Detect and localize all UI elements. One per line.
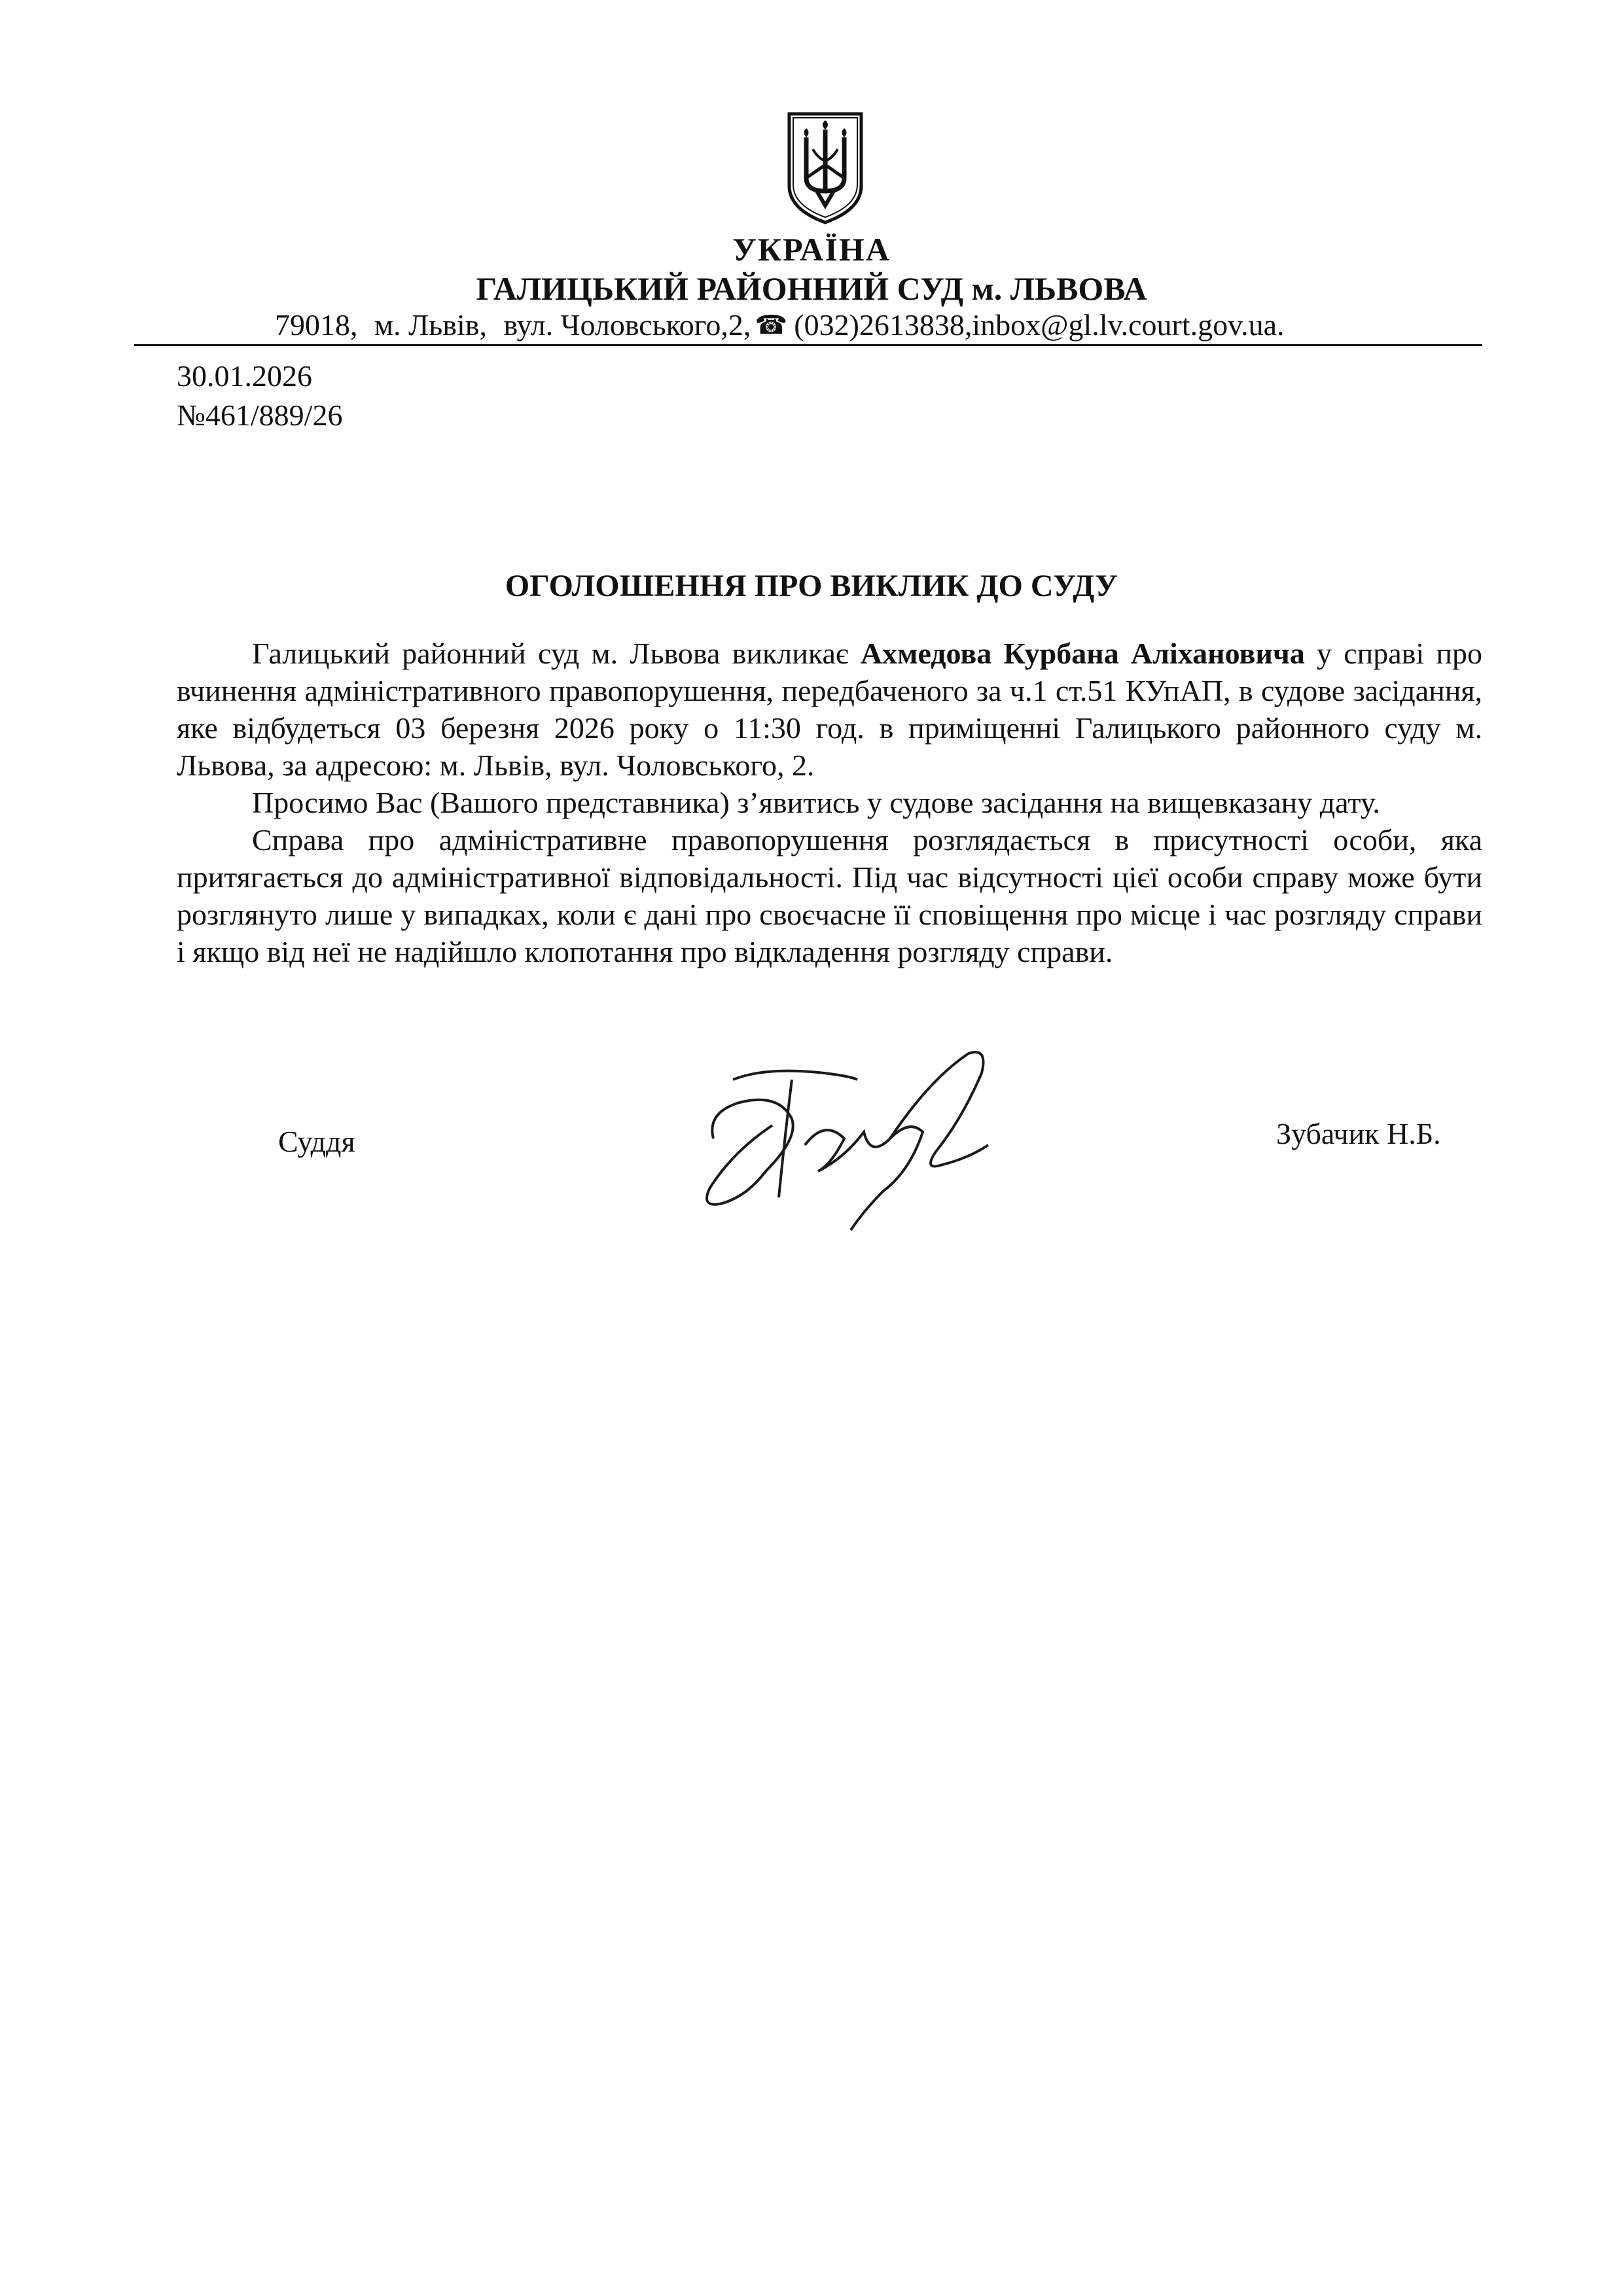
notice-body bbox=[177, 635, 1482, 970]
paragraph-request: Просимо Вас (Вашого представника) з’явитись у судове засідання на вищевказану дату. bbox=[252, 786, 1380, 819]
telephone-icon: ☎ bbox=[755, 310, 788, 340]
document-number: №461/889/26 bbox=[177, 398, 343, 432]
document-date: 30.01.2026 bbox=[177, 359, 312, 393]
court-contacts bbox=[275, 308, 1285, 342]
paragraph-summons: Галицький районний суд м. Львова викликає Ахмедова Курбана Аліхановича у справі про вчинення адміністративного правопорушення, передбаченого за ч.1 ст.51 КУпАП, в судове засідання, яке відбудеться 03 березня 2026 року о 11:30 год. в приміщенні Галицького районного суду м. Львова, за адресою: м. Львів, вул. Чоловського, 2. bbox=[177, 637, 1482, 782]
street-address: вул. Чоловського,2, bbox=[503, 308, 751, 342]
judge-signature bbox=[694, 1040, 1001, 1237]
header-divider bbox=[134, 344, 1482, 346]
court-name-heading: ГАЛИЦЬКИЙ РАЙОННИЙ СУД м. ЛЬВОВА bbox=[476, 270, 1147, 307]
summoned-person-name: Ахмедова Курбана Аліхановича bbox=[860, 637, 1305, 670]
trident-coat-of-arms-icon bbox=[784, 110, 866, 225]
judge-label: Суддя bbox=[278, 1125, 355, 1158]
notice-title: ОГОЛОШЕННЯ ПРО ВИКЛИК ДО СУДУ bbox=[505, 569, 1118, 603]
country-heading: УКРАЇНА bbox=[732, 231, 891, 268]
postcode: 79018, bbox=[275, 308, 358, 342]
phone-email: (032)2613838,inbox@gl.lv.court.gov.ua. bbox=[794, 308, 1285, 342]
paragraph-procedure: Справа про адміністративне правопорушення розглядається в присутності особи, яка притягається до адміністративної відповідальності. Під час відсутності цієї особи справу може бути розглянуто лише у випадках, коли є дані про своєчасне її сповіщення про місце і час розгляду справи і якщо від неї не надійшло клопотання про відкладення розгляду справи. bbox=[177, 823, 1482, 968]
judge-name: Зубачик Н.Б. bbox=[1276, 1117, 1441, 1150]
city: м. Львів, bbox=[374, 308, 488, 342]
